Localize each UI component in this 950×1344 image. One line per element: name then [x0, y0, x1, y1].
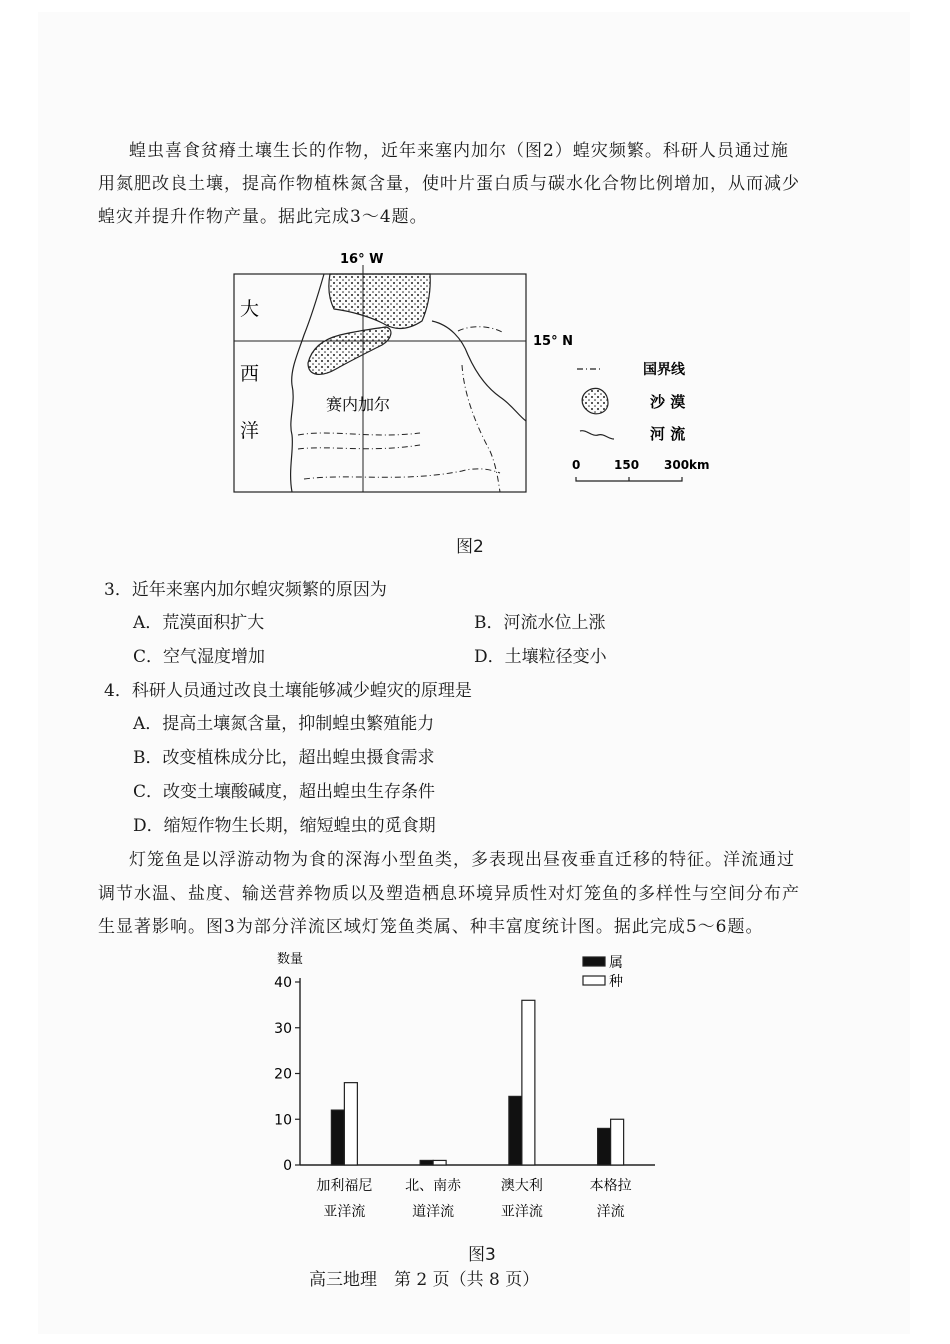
border-northeast [458, 327, 504, 333]
category-label-0-0: 加利福尼 [316, 1178, 373, 1194]
coastline [291, 274, 324, 492]
legend-label-species: 种 [609, 974, 623, 990]
ocean-char-2: 西 [240, 363, 260, 385]
category-label-2-1: 亚洋流 [500, 1204, 543, 1220]
river-line-icon [580, 431, 614, 439]
legend-swatch-species [583, 976, 605, 985]
scale-bar [576, 477, 682, 481]
q3-option-b: B．河流水位上涨 [474, 613, 606, 633]
legend-swatch-genus [583, 957, 605, 966]
category-label-3-1: 洋流 [596, 1204, 625, 1220]
q4-stem: 4．科研人员通过改良土壤能够减少蝗灾的原理是 [104, 681, 472, 701]
q3-option-a: A．荒漠面积扩大 [133, 613, 265, 633]
y-tick-label-2: 20 [274, 1066, 292, 1083]
longitude-label: 16° W [340, 252, 384, 267]
latitude-label: 15° N [533, 334, 573, 349]
q3-stem: 3．近年来塞内加尔蝗灾频繁的原因为 [104, 580, 387, 600]
y-tick-label-1: 10 [274, 1112, 292, 1129]
border-gambia-south [298, 445, 420, 449]
legend-label-genus: 属 [609, 955, 623, 971]
desert-north [329, 274, 430, 328]
bar-species-2 [522, 1000, 535, 1165]
intro2-line-3: 生显著影响。图3为部分洋流区域灯笼鱼类属、种丰富度统计图。据此完成5～6题。 [98, 917, 764, 937]
intro1-line-3: 蝗灾并提升作物产量。据此完成3～4题。 [98, 207, 428, 227]
q3-option-d: D．土壤粒径变小 [474, 647, 607, 667]
legend-label-border: 国界线 [643, 362, 685, 378]
bar-genus-3 [598, 1128, 611, 1165]
y-tick-label-0: 0 [283, 1158, 292, 1174]
intro2-line-2: 调节水温、盐度、输送营养物质以及塑造栖息环境异质性对灯笼鱼的多样性与空间分布产 [98, 884, 800, 904]
ocean-char-3: 洋 [240, 420, 260, 442]
river [432, 321, 526, 421]
intro1-line-2: 用氮肥改良土壤，提高作物植株氮含量，使叶片蛋白质与碳水化合物比例增加，从而减少 [98, 174, 800, 194]
q3-option-c: C．空气湿度增加 [133, 647, 266, 667]
legend-label-river: 河 流 [650, 425, 686, 443]
y-axis-label: 数量 [277, 952, 304, 967]
scale-label-0: 0 [572, 458, 581, 472]
category-label-0-1: 亚洋流 [323, 1204, 366, 1220]
bar-species-1 [433, 1160, 446, 1165]
border-east [462, 365, 500, 492]
y-tick-label-3: 30 [274, 1020, 292, 1037]
senegal-map [200, 245, 720, 500]
page-footer: 高三地理 第 2 页（共 8 页） [309, 1270, 540, 1290]
bar-species-0 [344, 1083, 357, 1165]
category-label-3-0: 本格拉 [589, 1178, 632, 1194]
category-label-2-0: 澳大利 [500, 1178, 543, 1194]
intro1-line-1: 蝗虫喜食贫瘠土壤生长的作物，近年来塞内加尔（图2）蝗灾频繁。科研人员通过施 [129, 141, 789, 161]
scale-label-300: 300km [664, 458, 710, 472]
ocean-char-1: 大 [240, 298, 260, 320]
lanternfish-bar-chart [265, 945, 685, 1225]
category-label-1-0: 北、南赤 [405, 1178, 462, 1194]
bar-genus-0 [331, 1110, 344, 1165]
country-label: 赛内加尔 [326, 395, 391, 414]
bar-genus-1 [420, 1160, 433, 1165]
desert-dotted-icon [582, 388, 608, 413]
legend-label-desert: 沙 漠 [650, 393, 686, 411]
chart-caption: 图3 [468, 1245, 496, 1265]
q4-option-b: B．改变植株成分比，超出蝗虫摄食需求 [133, 748, 435, 768]
category-label-1-1: 道洋流 [412, 1204, 455, 1220]
q4-option-d: D．缩短作物生长期，缩短蝗虫的觅食期 [133, 816, 436, 836]
desert-south [308, 327, 391, 374]
border-south [304, 469, 500, 479]
map-legend [572, 361, 710, 481]
bar-genus-2 [509, 1096, 522, 1165]
q4-option-c: C．改变土壤酸碱度，超出蝗虫生存条件 [133, 782, 436, 802]
scale-label-150: 150 [614, 458, 640, 472]
map-caption: 图2 [456, 537, 484, 557]
border-gambia-north [298, 433, 420, 435]
y-tick-label-4: 40 [274, 975, 292, 991]
q4-option-a: A．提高土壤氮含量，抑制蝗虫繁殖能力 [133, 714, 435, 734]
bar-species-3 [611, 1119, 624, 1165]
intro2-line-1: 灯笼鱼是以浮游动物为食的深海小型鱼类，多表现出昼夜垂直迁移的特征。洋流通过 [129, 850, 795, 870]
